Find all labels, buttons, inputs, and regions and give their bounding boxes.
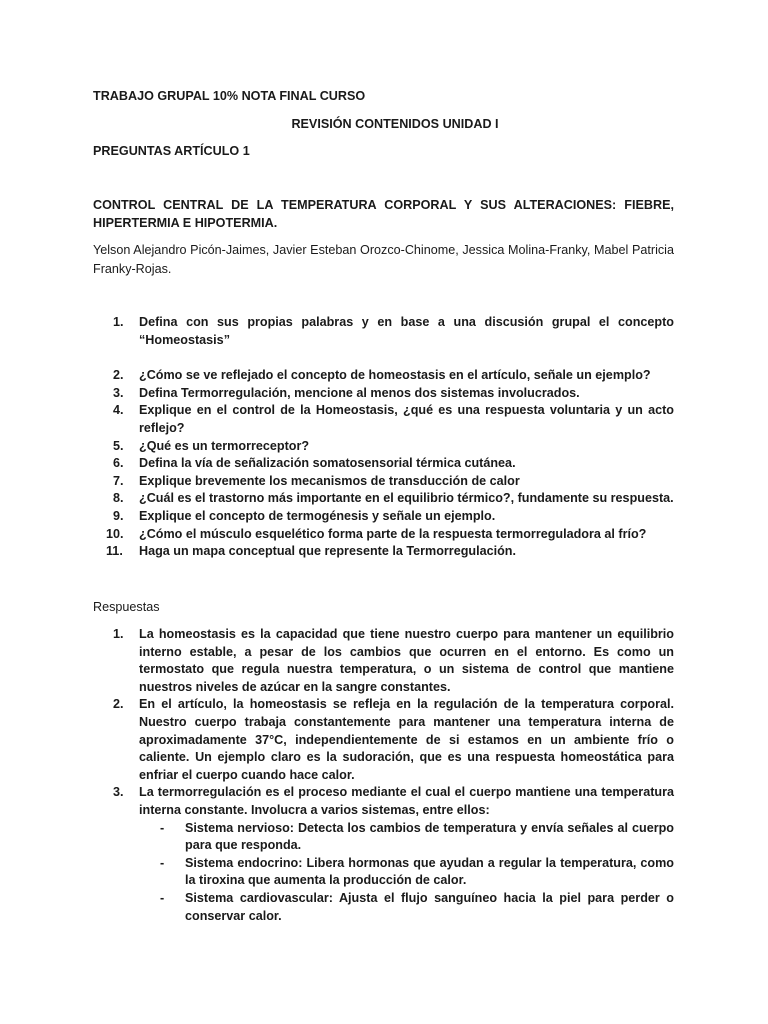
list-item xyxy=(93,367,674,385)
answer-text: La termorregulación es el proceso mediante el cual el cuerpo mantiene una temperatura interna constante. Involucra a varios sistemas, entre ellos: xyxy=(139,785,674,817)
sub-list-item xyxy=(139,890,674,925)
answers-list xyxy=(93,626,674,925)
question-text: Defina con sus propias palabras y en base a una discusión grupal el concepto “Homeostasis” xyxy=(139,315,674,347)
question-number: 1. xyxy=(113,315,124,329)
header-line-3: PREGUNTAS ARTÍCULO 1 xyxy=(93,144,250,158)
list-item xyxy=(93,490,674,508)
list-item xyxy=(93,402,674,437)
question-text: Explique en el control de la Homeostasis, ¿qué es una respuesta voluntaria y un acto reflejo? xyxy=(139,403,674,435)
question-text: Explique el concepto de termogénesis y señale un ejemplo. xyxy=(139,508,496,523)
question-number: 10. xyxy=(106,526,124,541)
list-item xyxy=(93,438,674,456)
question-number: 8. xyxy=(113,491,124,506)
question-text: ¿Cómo el músculo esquelético forma parte de la respuesta termorreguladora al frío? xyxy=(139,526,647,541)
question-text: Defina la vía de señalización somatosensorial térmica cutánea. xyxy=(139,456,516,471)
question-number: 3. xyxy=(113,385,124,400)
sub-item-text: Sistema cardiovascular: Ajusta el flujo sanguíneo hacia la piel para perder o conservar calor. xyxy=(185,890,674,923)
questions-list xyxy=(93,314,674,561)
question-text: ¿Qué es un termorreceptor? xyxy=(139,438,310,453)
list-item xyxy=(93,696,674,784)
question-text: Haga un mapa conceptual que represente la Termorregulación. xyxy=(139,544,516,559)
list-item xyxy=(93,508,674,526)
answer-number: 2. xyxy=(113,697,124,712)
article-title: CONTROL CENTRAL DE LA TEMPERATURA CORPORAL Y SUS ALTERACIONES: FIEBRE, HIPERTERMIA E HIPOTERMIA. xyxy=(93,198,674,230)
sub-item-text: Sistema nervioso: Detecta los cambios de temperatura y envía señales al cuerpo para que responda. xyxy=(185,820,674,853)
list-item xyxy=(93,473,674,491)
header-line-2: REVISIÓN CONTENIDOS UNIDAD I xyxy=(291,117,499,131)
list-item xyxy=(93,455,674,473)
question-number: 11. xyxy=(106,544,123,559)
dash-bullet: - xyxy=(160,820,165,835)
list-item xyxy=(93,543,674,561)
list-item xyxy=(93,314,674,349)
answer-number: 1. xyxy=(113,627,124,641)
answer-text: La homeostasis es la capacidad que tiene nuestro cuerpo para mantener un equilibrio interno estable, a pesar de los cambios que ocurren en el entorno. Es como un termostato que regula nuestra temperatura, o un sistema de control que mantiene nuestros niveles de azúcar en la sangre constantes. xyxy=(139,627,674,694)
question-text: ¿Cómo se ve reflejado el concepto de homeostasis en el artículo, señale un ejemplo? xyxy=(139,368,651,383)
list-item xyxy=(93,385,674,403)
answers-heading: Respuestas xyxy=(93,600,160,614)
question-number: 2. xyxy=(113,368,124,383)
question-number: 7. xyxy=(113,473,124,488)
sub-list-item xyxy=(139,855,674,890)
answer-number: 3. xyxy=(113,785,124,800)
dash-bullet: - xyxy=(160,855,165,870)
question-text: ¿Cuál es el trastorno más importante en el equilibrio térmico?, fundamente su respuesta. xyxy=(139,491,674,506)
question-text: Defina Termorregulación, mencione al menos dos sistemas involucrados. xyxy=(139,385,580,400)
header-line-1: TRABAJO GRUPAL 10% NOTA FINAL CURSO xyxy=(93,89,366,103)
list-item xyxy=(93,784,674,925)
question-text: Explique brevemente los mecanismos de transducción de calor xyxy=(139,473,520,488)
question-number: 5. xyxy=(113,438,124,453)
sub-item-text: Sistema endocrino: Libera hormonas que ayudan a regular la temperatura, como la tiroxina que aumenta la producción de calor. xyxy=(185,855,674,888)
question-number: 4. xyxy=(113,403,124,418)
dash-bullet: - xyxy=(160,890,165,905)
question-number: 6. xyxy=(113,456,124,471)
list-item xyxy=(93,626,674,696)
sub-list-item xyxy=(139,820,674,855)
question-number: 9. xyxy=(113,508,124,523)
sub-list xyxy=(139,820,674,926)
article-authors: Yelson Alejandro Picón-Jaimes, Javier Esteban Orozco-Chinome, Jessica Molina-Franky, Mabel Patricia Franky-Rojas. xyxy=(93,243,674,276)
answer-text: En el artículo, la homeostasis se refleja en la regulación de la temperatura corporal. Nuestro cuerpo trabaja constantemente para mantener una temperatura interna de aproximadamente 37°C, independientemente de si estamos en un ambiente frío o caliente. Un ejemplo claro es la sudoración, que es una respuesta homeostática para enfriar el cuerpo cuando hace calor. xyxy=(139,697,674,782)
list-item xyxy=(93,526,674,544)
